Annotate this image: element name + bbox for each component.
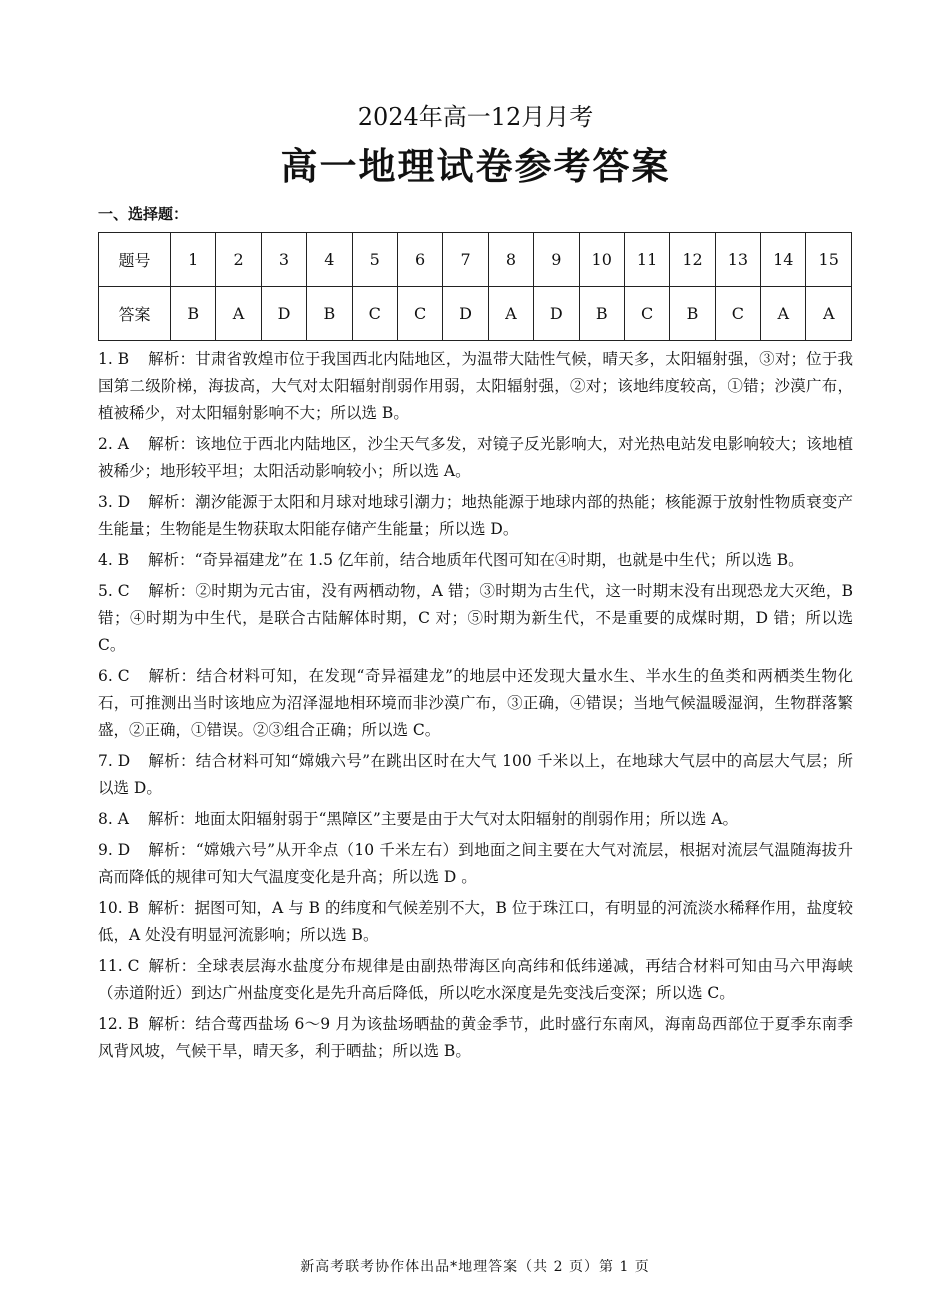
question-number: 1 bbox=[171, 233, 216, 287]
item-text: 解析：结合材料可知“嫦娥六号”在跳出区时在大气 100 千米以上，在地球大气层中的高层大气层；所以选 D。 bbox=[98, 752, 853, 797]
explanation-item bbox=[98, 578, 853, 659]
item-number: 10. B bbox=[98, 899, 139, 917]
answer-cell: D bbox=[534, 287, 579, 341]
answer-cell: C bbox=[624, 287, 669, 341]
item-number: 6. C bbox=[98, 667, 130, 685]
item-number: 2. A bbox=[98, 435, 129, 453]
row-label-answer: 答案 bbox=[99, 287, 171, 341]
explanation-item bbox=[98, 663, 853, 744]
explanation-item bbox=[98, 431, 853, 485]
question-number: 9 bbox=[534, 233, 579, 287]
answer-cell: D bbox=[261, 287, 306, 341]
question-number: 12 bbox=[670, 233, 715, 287]
item-number: 11. C bbox=[98, 957, 140, 975]
item-text: 解析：结合材料可知，在发现“奇异福建龙”的地层中还发现大量水生、半水生的鱼类和两栖类生物化石，可推测出当时该地应为沼泽湿地相环境而非沙漠广布，③正确，④错误；当地气候温暖湿润，生物群落繁盛，②正确，①错误。②③组合正确；所以选 C。 bbox=[98, 667, 853, 739]
item-text: 解析：结合莺西盐场 6～9 月为该盐场晒盐的黄金季节，此时盛行东南风，海南岛西部位于夏季东南季风背风坡，气候干旱，晴天多，利于晒盐；所以选 B。 bbox=[98, 1015, 853, 1060]
explanation-list bbox=[98, 346, 853, 1065]
question-number: 6 bbox=[397, 233, 442, 287]
explanation-item bbox=[98, 895, 853, 949]
question-number: 13 bbox=[715, 233, 760, 287]
answer-cell: B bbox=[307, 287, 352, 341]
explanation-item bbox=[98, 547, 853, 574]
answer-cell: A bbox=[488, 287, 533, 341]
question-number: 15 bbox=[806, 233, 852, 287]
item-number: 3. D bbox=[98, 493, 131, 511]
exam-subtitle: 2024年高一12月月考 bbox=[357, 103, 594, 131]
answer-table bbox=[98, 232, 852, 341]
item-number: 8. A bbox=[98, 810, 129, 828]
item-number: 12. B bbox=[98, 1015, 139, 1033]
item-number: 5. C bbox=[98, 582, 130, 600]
item-number: 4. B bbox=[98, 551, 130, 569]
page-footer: 新高考联考协作体出品*地理答案（共 2 页）第 1 页 bbox=[300, 1259, 650, 1275]
answer-cell: A bbox=[806, 287, 852, 341]
answer-cell: C bbox=[352, 287, 397, 341]
explanation-item bbox=[98, 806, 853, 833]
question-number: 11 bbox=[624, 233, 669, 287]
question-number-row bbox=[99, 233, 852, 287]
answer-cell: B bbox=[579, 287, 624, 341]
page-title: 高一地理试卷参考答案 bbox=[280, 144, 671, 188]
explanation-item bbox=[98, 953, 853, 1007]
question-number: 2 bbox=[216, 233, 261, 287]
row-label-number: 题号 bbox=[99, 233, 171, 287]
question-number: 5 bbox=[352, 233, 397, 287]
answer-cell: B bbox=[171, 287, 216, 341]
answer-cell: A bbox=[761, 287, 806, 341]
item-text: 解析：该地位于西北内陆地区，沙尘天气多发，对镜子反光影响大，对光热电站发电影响较大；该地植被稀少；地形较平坦；太阳活动影响较小；所以选 A。 bbox=[98, 435, 853, 480]
question-number: 7 bbox=[443, 233, 488, 287]
answer-cell: C bbox=[397, 287, 442, 341]
answer-cell: B bbox=[670, 287, 715, 341]
item-number: 9. D bbox=[98, 841, 131, 859]
question-number: 10 bbox=[579, 233, 624, 287]
answer-cell: C bbox=[715, 287, 760, 341]
explanation-item bbox=[98, 837, 853, 891]
item-text: 解析：潮汐能源于太阳和月球对地球引潮力；地热能源于地球内部的热能；核能源于放射性物质衰变产生能量；生物能是生物获取太阳能存储产生能量；所以选 D。 bbox=[98, 493, 853, 538]
item-text: 解析：地面太阳辐射弱于“黑障区”主要是由于大气对太阳辐射的削弱作用；所以选 A。 bbox=[148, 810, 738, 828]
explanation-item bbox=[98, 748, 853, 802]
item-text: 解析：据图可知，A 与 B 的纬度和气候差别不大，B 位于珠江口，有明显的河流淡水稀释作用，盐度较低，A 处没有明显河流影响；所以选 B。 bbox=[98, 899, 853, 944]
explanation-item bbox=[98, 346, 853, 427]
item-text: 解析：“嫦娥六号”从开伞点（10 千米左右）到地面之间主要在大气对流层，根据对流层气温随海拔升高而降低的规律可知大气温度变化是升高；所以选 D 。 bbox=[98, 841, 853, 886]
answer-cell: D bbox=[443, 287, 488, 341]
item-number: 1. B bbox=[98, 350, 130, 368]
question-number: 14 bbox=[761, 233, 806, 287]
item-text: 解析：“奇异福建龙”在 1.5 亿年前，结合地质年代图可知在④时期，也就是中生代；所以选 B。 bbox=[148, 551, 804, 569]
question-number: 8 bbox=[488, 233, 533, 287]
answer-row bbox=[99, 287, 852, 341]
item-number: 7. D bbox=[98, 752, 131, 770]
question-number: 3 bbox=[261, 233, 306, 287]
answer-sheet-page bbox=[98, 100, 853, 1069]
section-title: 一、选择题： bbox=[98, 205, 189, 223]
item-text: 解析：甘肃省敦煌市位于我国西北内陆地区，为温带大陆性气候，晴天多，太阳辐射强，③对；位于我国第二级阶梯，海拔高，大气对太阳辐射削弱作用弱，太阳辐射强，②对；该地纬度较高，①错；沙漠广布，植被稀少，对太阳辐射影响不大；所以选 B。 bbox=[98, 350, 853, 422]
explanation-item bbox=[98, 1011, 853, 1065]
answer-cell: A bbox=[216, 287, 261, 341]
explanation-item bbox=[98, 489, 853, 543]
item-text: 解析：全球表层海水盐度分布规律是由副热带海区向高纬和低纬递减，再结合材料可知由马六甲海峡（赤道附近）到达广州盐度变化是先升高后降低，所以吃水深度是先变浅后变深；所以选 C。 bbox=[98, 957, 853, 1002]
item-text: 解析：②时期为元古宙，没有两栖动物，A 错；③时期为古生代，这一时期末没有出现恐龙大灭绝，B 错；④时期为中生代，是联合古陆解体时期，C 对；⑤时期为新生代，不是重要的成煤时期，D 错；所以选 C。 bbox=[98, 582, 853, 654]
question-number: 4 bbox=[307, 233, 352, 287]
